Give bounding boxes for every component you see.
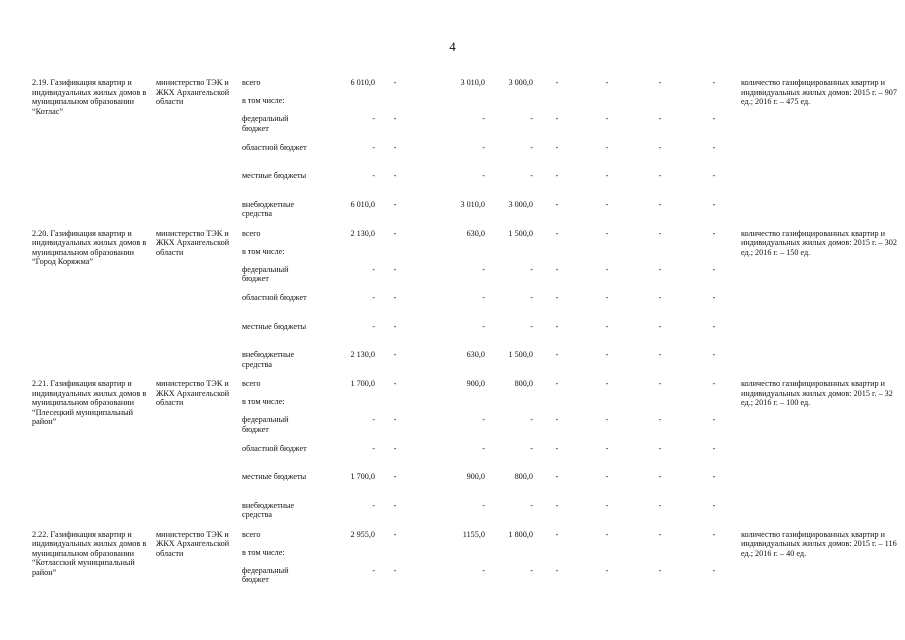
responsible-executor: министерство ТЭК и ЖКХ Архангельской области <box>156 228 230 257</box>
funding-value: - <box>393 78 397 87</box>
funding-value: - <box>658 142 662 152</box>
funding-value: - <box>658 415 662 424</box>
funding-value: - <box>393 529 397 539</box>
funding-value: - <box>482 293 485 302</box>
funding-value: - <box>530 171 533 180</box>
funding-value: - <box>393 293 397 302</box>
funding-value: - <box>555 114 559 123</box>
funding-value <box>415 247 485 265</box>
funding-value: - <box>658 321 662 331</box>
funding-value <box>485 247 533 265</box>
funding-value: - <box>482 500 485 510</box>
table-row <box>32 78 905 96</box>
funding-value <box>533 96 581 114</box>
funding-value: - <box>658 78 662 87</box>
funding-value <box>581 548 633 566</box>
funding-value <box>581 96 633 114</box>
page-number: 4 <box>449 39 456 54</box>
funding-source: местные бюджеты <box>242 321 307 331</box>
table-row <box>32 530 905 548</box>
funding-value: - <box>555 443 559 453</box>
funding-value: 3 000,0 <box>508 78 533 87</box>
funding-value: - <box>712 321 716 331</box>
funding-value: - <box>712 443 716 453</box>
funding-value: - <box>372 142 375 152</box>
funding-value <box>317 247 375 265</box>
funding-source: областной бюджет <box>242 142 307 152</box>
funding-value: 2 130,0 <box>350 228 375 238</box>
funding-value: - <box>372 114 375 123</box>
funding-source: федеральный бюджет <box>242 264 289 283</box>
funding-source: всего <box>242 228 261 238</box>
funding-value: - <box>605 415 609 424</box>
funding-source: местные бюджеты <box>242 472 307 481</box>
funding-value: - <box>482 565 485 575</box>
funding-value: - <box>393 350 397 359</box>
funding-value <box>375 96 415 114</box>
funding-value: - <box>712 293 716 302</box>
funding-value: - <box>555 350 559 359</box>
funding-value: - <box>658 529 662 539</box>
funding-value: - <box>372 500 375 510</box>
funding-source: всего <box>242 529 261 539</box>
funding-value: - <box>658 500 662 510</box>
funding-value: - <box>605 379 609 388</box>
funding-value: 2 955,0 <box>350 529 375 539</box>
funding-value: - <box>530 142 533 152</box>
funding-source: в том числе: <box>242 547 285 557</box>
funding-value: - <box>530 565 533 575</box>
funding-value: - <box>372 171 375 180</box>
funding-value: - <box>605 321 609 331</box>
funding-value: - <box>712 415 716 424</box>
funding-source: областной бюджет <box>242 293 307 302</box>
funding-value: - <box>393 171 397 180</box>
funding-source: всего <box>242 379 261 388</box>
funding-value: - <box>658 379 662 388</box>
funding-source: всего <box>242 78 261 87</box>
funding-value: - <box>555 321 559 331</box>
funding-value <box>485 397 533 415</box>
funding-source: федеральный бюджет <box>242 114 289 133</box>
funding-value: - <box>393 228 397 238</box>
funding-value <box>687 548 741 566</box>
funding-value: - <box>555 264 559 274</box>
funding-value <box>687 397 741 415</box>
funding-value: - <box>530 500 533 510</box>
funding-value <box>375 397 415 415</box>
funding-value: - <box>482 171 485 180</box>
funding-value: - <box>555 379 559 388</box>
funding-value: - <box>393 199 397 209</box>
funding-value: - <box>712 500 716 510</box>
funding-value: - <box>658 114 662 123</box>
funding-value: 800,0 <box>514 472 533 481</box>
funding-value: - <box>658 472 662 481</box>
funding-value: - <box>530 415 533 424</box>
funding-value: - <box>605 114 609 123</box>
funding-value: - <box>555 472 559 481</box>
responsible-executor: министерство ТЭК и ЖКХ Архангельской области <box>156 379 230 407</box>
funding-source: внебюджетные средства <box>242 199 295 218</box>
funding-value: - <box>712 350 716 359</box>
funding-value: 3 010,0 <box>460 78 485 87</box>
funding-value: 800,0 <box>514 379 533 388</box>
funding-value <box>581 397 633 415</box>
funding-value: - <box>605 529 609 539</box>
funding-value: - <box>555 199 559 209</box>
funding-value: - <box>712 228 716 238</box>
funding-value: 6 010,0 <box>350 199 375 209</box>
funding-value: - <box>555 529 559 539</box>
funding-value: - <box>372 443 375 453</box>
responsible-executor: министерство ТЭК и ЖКХ Архангельской области <box>156 529 230 558</box>
funding-value: - <box>555 142 559 152</box>
funding-value: - <box>393 114 397 123</box>
funding-value: - <box>658 199 662 209</box>
funding-value: - <box>555 500 559 510</box>
funding-value: - <box>555 171 559 180</box>
funding-source: местные бюджеты <box>242 171 307 180</box>
funding-value: - <box>555 78 559 87</box>
funding-value: - <box>530 293 533 302</box>
funding-value: - <box>555 415 559 424</box>
measure-name: 2.19. Газификация квартир и индивидуальных жилых домов в муниципальном образовании “Котлас” <box>32 78 147 116</box>
funding-value <box>485 548 533 566</box>
funding-value: - <box>658 293 662 302</box>
funding-value: 1 500,0 <box>508 350 533 359</box>
funding-value <box>633 247 687 265</box>
funding-value: - <box>605 565 609 575</box>
funding-source: в том числе: <box>242 397 285 406</box>
funding-value: - <box>555 565 559 575</box>
funding-value <box>533 397 581 415</box>
funding-value: - <box>482 443 485 453</box>
expected-result: количество газифицированных квартир и индивидуальных жилых домов: 2015 г. – 116 ед.; 2016 г. – 40 ед. <box>741 529 897 558</box>
funding-value: - <box>712 171 716 180</box>
funding-value: 2 130,0 <box>350 350 375 359</box>
funding-value: - <box>712 78 716 87</box>
funding-value: - <box>372 415 375 424</box>
funding-value: - <box>712 114 716 123</box>
funding-source: в том числе: <box>242 246 285 256</box>
funding-value <box>687 247 741 265</box>
funding-value: - <box>605 264 609 274</box>
funding-value: 3 000,0 <box>508 199 533 209</box>
funding-value <box>415 548 485 566</box>
measure-name: 2.20. Газификация квартир и индивидуальных жилых домов в муниципальном образовании “Город Коряжма” <box>32 228 147 266</box>
funding-value <box>533 247 581 265</box>
funding-value: - <box>658 264 662 274</box>
funding-value: - <box>393 321 397 331</box>
funding-value <box>375 548 415 566</box>
funding-value: - <box>712 199 716 209</box>
funding-value: - <box>605 500 609 510</box>
responsible-executor: министерство ТЭК и ЖКХ Архангельской области <box>156 78 230 106</box>
funding-value: - <box>372 264 375 274</box>
funding-value: - <box>393 472 397 481</box>
funding-value: 900,0 <box>466 379 485 388</box>
funding-value: - <box>372 565 375 575</box>
funding-value: 630,0 <box>466 228 485 238</box>
funding-value: - <box>658 443 662 453</box>
funding-source: внебюджетные средства <box>242 350 295 369</box>
funding-value <box>317 548 375 566</box>
funding-source: федеральный бюджет <box>242 415 289 434</box>
expected-result: количество газифицированных квартир и индивидуальных жилых домов: 2015 г. – 907 ед.; 2016 г. – 475 ед. <box>741 78 897 106</box>
funding-value: - <box>372 321 375 331</box>
funding-value: - <box>530 443 533 453</box>
funding-value: - <box>482 415 485 424</box>
funding-source: в том числе: <box>242 96 285 105</box>
funding-value: 1 800,0 <box>508 529 533 539</box>
funding-value: - <box>658 228 662 238</box>
funding-value: 1 500,0 <box>508 228 533 238</box>
expected-result: количество газифицированных квартир и индивидуальных жилых домов: 2015 г. – 32 ед.; 2016 г. – 100 ед. <box>741 379 893 407</box>
funding-value: - <box>658 565 662 575</box>
funding-value <box>317 96 375 114</box>
funding-value: 1 700,0 <box>350 379 375 388</box>
funding-value <box>415 96 485 114</box>
program-measures-table <box>32 78 905 594</box>
funding-value <box>375 247 415 265</box>
funding-value: - <box>605 142 609 152</box>
funding-value: - <box>658 171 662 180</box>
funding-value: - <box>605 228 609 238</box>
funding-value: - <box>482 321 485 331</box>
funding-source: федеральный бюджет <box>242 565 289 584</box>
funding-value <box>317 397 375 415</box>
funding-value <box>415 397 485 415</box>
funding-value <box>687 96 741 114</box>
funding-value: - <box>393 500 397 510</box>
funding-value: - <box>482 264 485 274</box>
funding-value: - <box>393 415 397 424</box>
table-row <box>32 379 905 397</box>
funding-value <box>485 96 533 114</box>
funding-value: 3 010,0 <box>460 199 485 209</box>
funding-value: - <box>712 565 716 575</box>
funding-value <box>533 548 581 566</box>
funding-value: - <box>530 321 533 331</box>
funding-value: - <box>393 264 397 274</box>
funding-value: - <box>712 264 716 274</box>
expected-result: количество газифицированных квартир и индивидуальных жилых домов: 2015 г. – 302 ед.; 2016 г. – 150 ед. <box>741 228 897 257</box>
funding-value: - <box>555 293 559 302</box>
funding-value <box>633 548 687 566</box>
funding-value: 6 010,0 <box>350 78 375 87</box>
measure-name: 2.22. Газификация квартир и индивидуальных жилых домов в муниципальном образовании “Котласский муниципальный район” <box>32 529 147 577</box>
funding-value: - <box>605 293 609 302</box>
funding-value: - <box>482 114 485 123</box>
funding-value: - <box>605 472 609 481</box>
measure-name: 2.21. Газификация квартир и индивидуальных жилых домов в муниципальном образовании “Плесецкий муниципальный район” <box>32 379 147 426</box>
funding-value <box>633 96 687 114</box>
funding-value: - <box>712 142 716 152</box>
funding-value: - <box>605 350 609 359</box>
table-row <box>32 229 905 247</box>
funding-value: - <box>605 199 609 209</box>
funding-value <box>633 397 687 415</box>
funding-value: - <box>605 78 609 87</box>
funding-source: областной бюджет <box>242 443 307 453</box>
funding-value: - <box>712 379 716 388</box>
funding-value: - <box>605 171 609 180</box>
funding-value: - <box>482 142 485 152</box>
funding-value <box>581 247 633 265</box>
funding-value: - <box>555 228 559 238</box>
funding-value: - <box>372 293 375 302</box>
funding-value: - <box>393 142 397 152</box>
funding-value: 900,0 <box>466 472 485 481</box>
funding-value: 630,0 <box>466 350 485 359</box>
funding-value: - <box>393 443 397 453</box>
funding-value: - <box>712 529 716 539</box>
funding-value: - <box>393 565 397 575</box>
funding-value: - <box>530 114 533 123</box>
funding-value: - <box>658 350 662 359</box>
funding-value: 1 700,0 <box>350 472 375 481</box>
funding-source: внебюджетные средства <box>242 500 295 519</box>
funding-value: - <box>605 443 609 453</box>
funding-value: - <box>712 472 716 481</box>
funding-value: - <box>393 379 397 388</box>
funding-value: 1155,0 <box>462 529 485 539</box>
funding-value: - <box>530 264 533 274</box>
